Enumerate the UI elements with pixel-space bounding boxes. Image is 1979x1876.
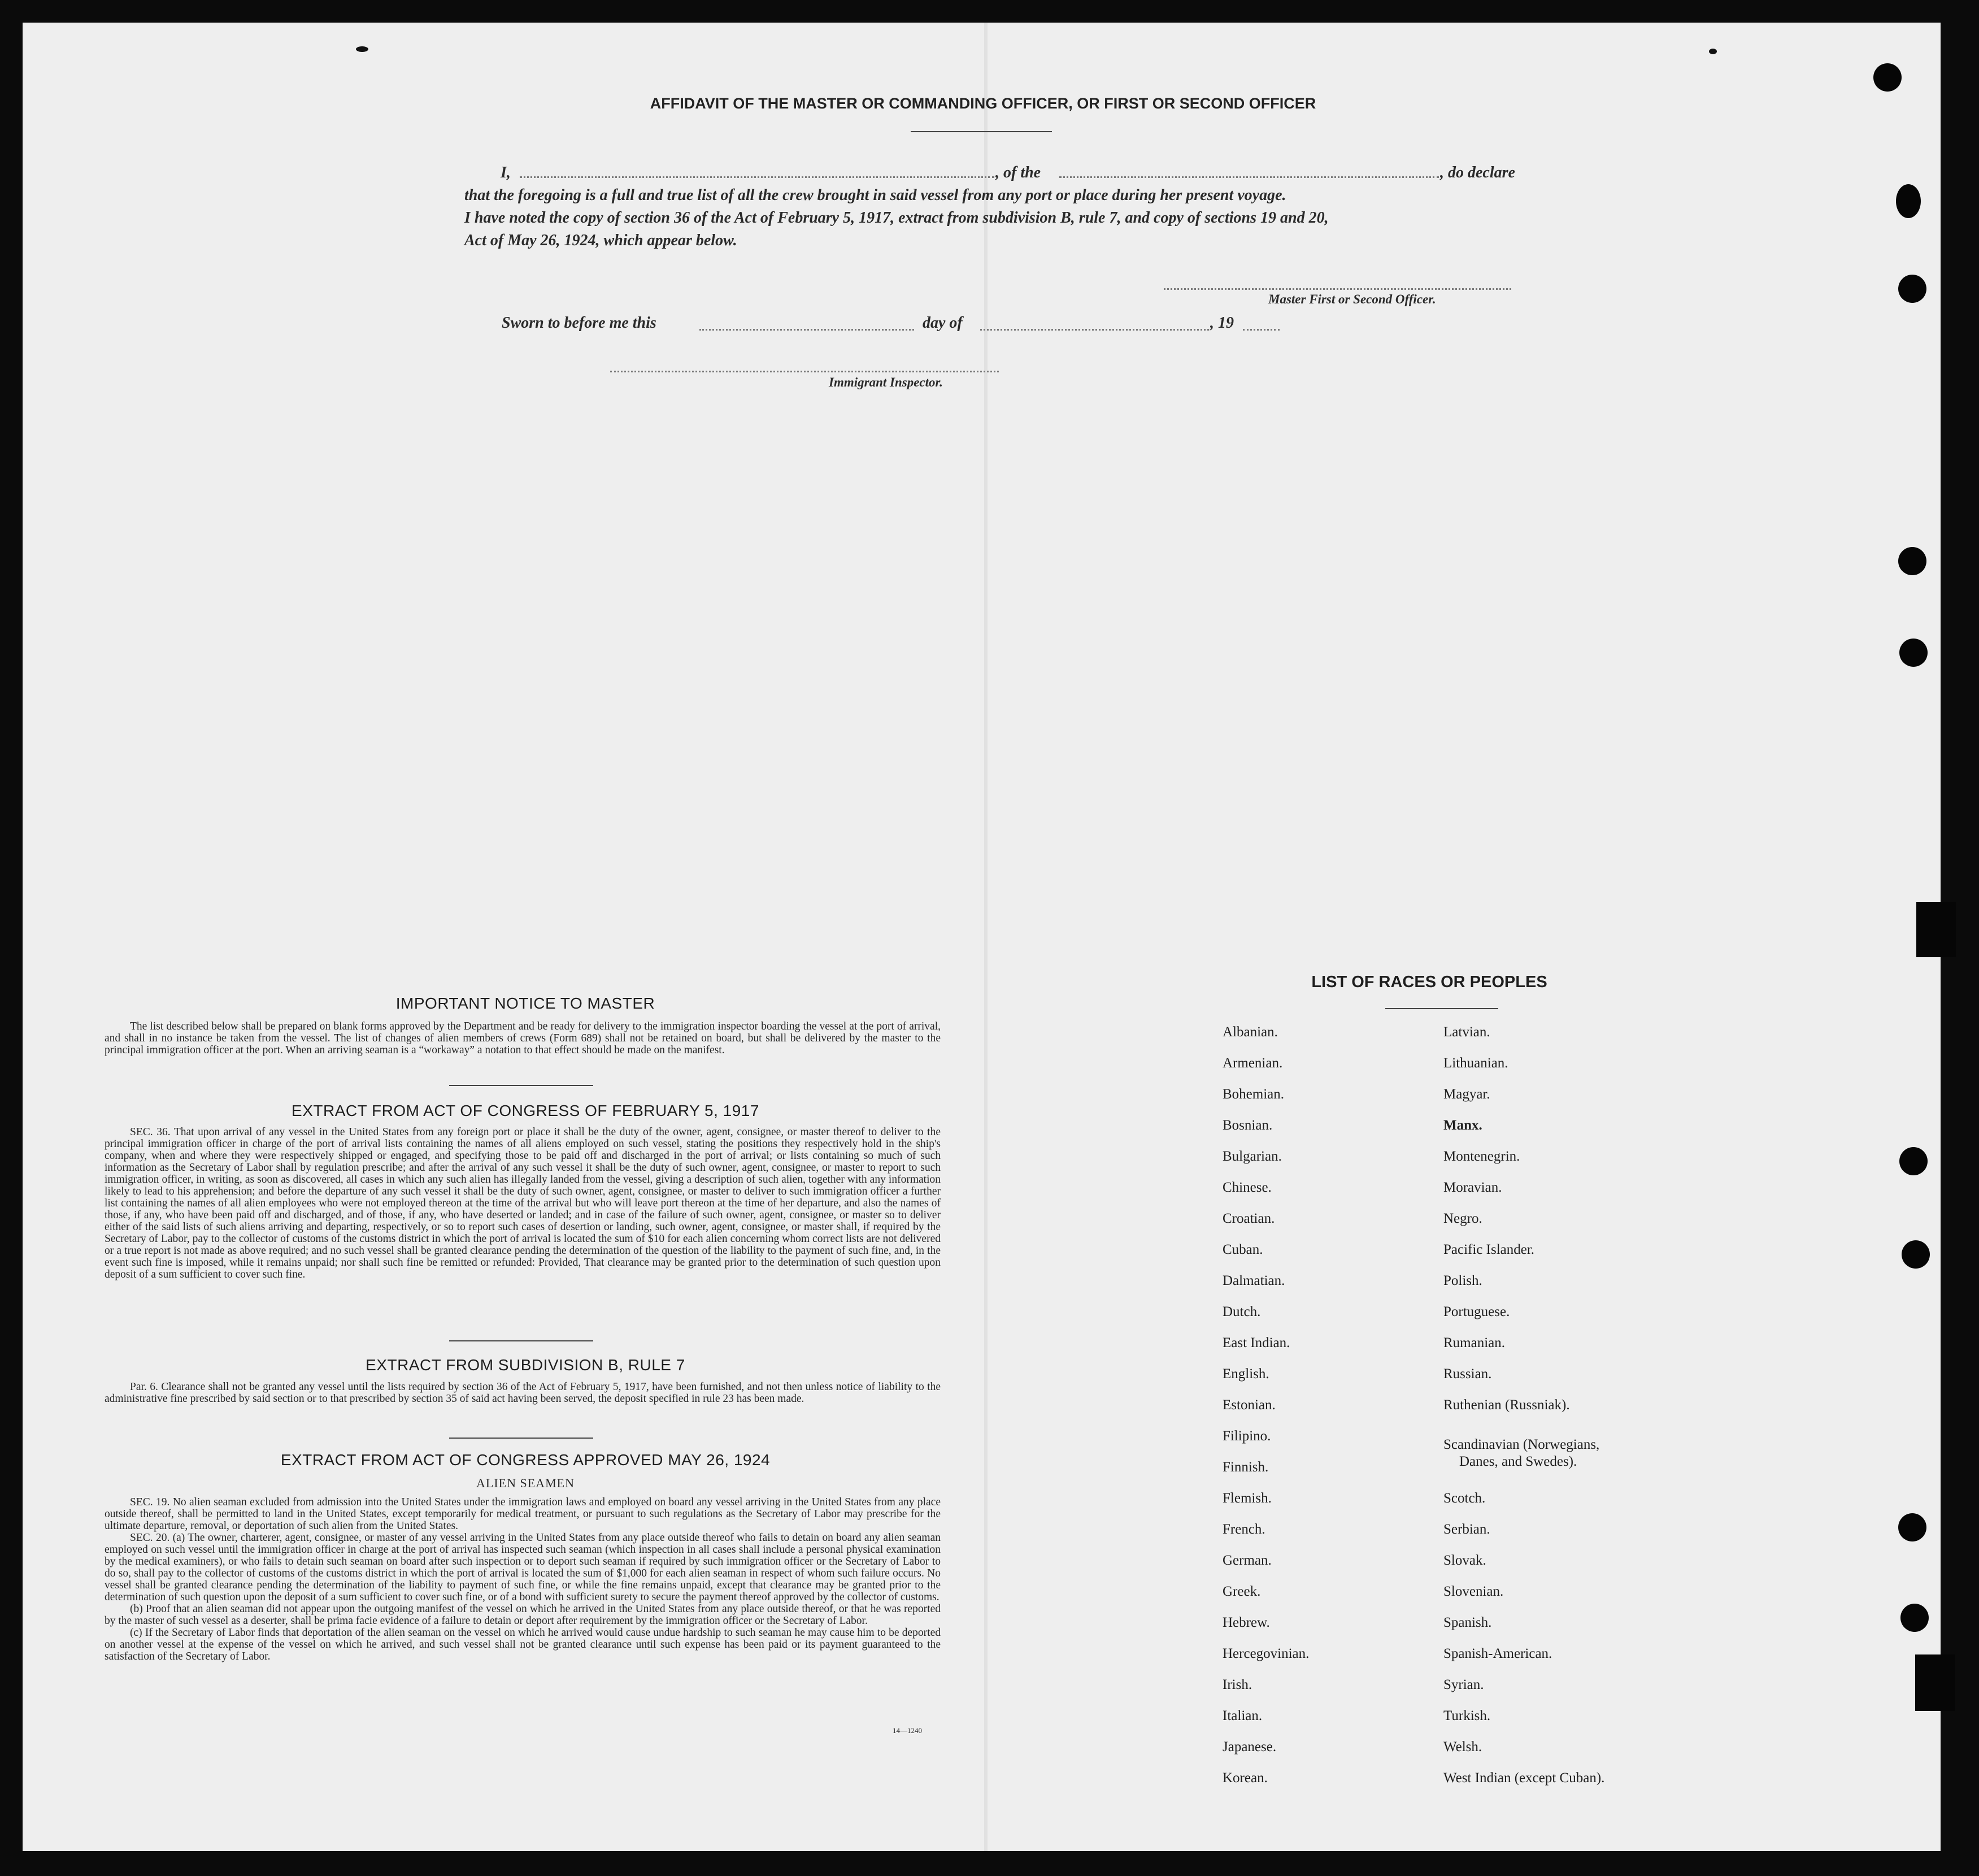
race-item: Serbian. bbox=[1443, 1522, 1490, 1537]
inspector-signature-field[interactable] bbox=[610, 371, 999, 372]
race-item: Hercegovinian. bbox=[1223, 1646, 1310, 1661]
punch-hole bbox=[1898, 547, 1926, 575]
rule7-rule bbox=[449, 1438, 593, 1439]
race-item: German. bbox=[1223, 1553, 1272, 1568]
affidavit-line2: that the foregoing is a full and true list of all the crew brought in said vessel from any port or place during her present voyage. bbox=[464, 186, 1286, 204]
race-item: Bohemian. bbox=[1223, 1087, 1285, 1102]
race-item: Slovenian. bbox=[1443, 1584, 1504, 1599]
officer-signature-label: Master First or Second Officer. bbox=[1268, 292, 1436, 306]
vessel-name-field[interactable] bbox=[1059, 176, 1439, 178]
race-item: Japanese. bbox=[1223, 1739, 1277, 1755]
master-name-field[interactable] bbox=[520, 176, 994, 178]
race-item: Latvian. bbox=[1443, 1024, 1490, 1040]
race-item: Dutch. bbox=[1223, 1304, 1261, 1319]
race-item: Pacific Islander. bbox=[1443, 1242, 1535, 1257]
punch-hole bbox=[1896, 184, 1921, 218]
race-item: Portuguese. bbox=[1443, 1304, 1510, 1319]
inspector-signature-label: Immigrant Inspector. bbox=[829, 375, 943, 389]
extract-1924-sections bbox=[105, 1496, 941, 1662]
races-title: LIST OF RACES OR PEOPLES bbox=[1311, 973, 1547, 991]
race-item: Rumanian. bbox=[1443, 1335, 1506, 1350]
rule7-title: EXTRACT FROM SUBDIVISION B, RULE 7 bbox=[366, 1356, 685, 1374]
sworn-year-field[interactable] bbox=[1243, 329, 1280, 331]
sworn-day-of: day of bbox=[923, 314, 963, 332]
race-item: Ruthenian (Russniak). bbox=[1443, 1397, 1570, 1413]
punch-hole bbox=[1902, 1240, 1930, 1269]
extract-1924-subtitle: ALIEN SEAMEN bbox=[476, 1476, 575, 1490]
race-item: Polish. bbox=[1443, 1273, 1482, 1288]
race-item: Scandinavian (Norwegians, bbox=[1443, 1437, 1600, 1452]
extract-1917-rule bbox=[449, 1340, 593, 1341]
sworn-month-field[interactable] bbox=[980, 329, 1209, 331]
punch-hole bbox=[1899, 1147, 1928, 1175]
affidavit-line4: Act of May 26, 1924, which appear below. bbox=[464, 232, 737, 249]
race-item: Dalmatian. bbox=[1223, 1273, 1285, 1288]
race-item: Hebrew. bbox=[1223, 1615, 1270, 1630]
race-item: Syrian. bbox=[1443, 1677, 1484, 1692]
race-item: Danes, and Swedes). bbox=[1459, 1454, 1577, 1469]
sec20a-text: SEC. 20. (a) The owner, charterer, agent, consignee, or master of any vessel arriving in the United States from any place outside thereof who fails to detain on board any alien seaman employed on such vessel until the immigration officer in charge at the port of arrival has inspected such seaman (which inspection in all cases shall include a personal physical examination by the medical examiners), or who fails to detain such seaman on board after such inspection or to deport such seaman if required by such immigration officer or the Secretary of Labor to do so, shall pay to the collector of customs of the customs district in which the port of arrival is located the sum of $1,000 for each alien seaman in respect of whom such failure occurs. No vessel shall be granted clearance pending the determination of the liability to payment of such fine, or while the fine remains unpaid, except that clearance may be granted prior to the determination of such question upon the deposit of a sum sufficient to cover such fine, or of a bond with sufficient surety to secure the payment thereof approved by the collector of customs. bbox=[105, 1532, 941, 1603]
sworn-year-prefix: , 19 bbox=[1210, 314, 1234, 332]
punch-hole bbox=[1899, 639, 1928, 667]
race-item: English. bbox=[1223, 1366, 1269, 1382]
race-item: Croatian. bbox=[1223, 1211, 1275, 1226]
affidavit-line1-end: , do declare bbox=[1440, 164, 1515, 181]
race-item: Lithuanian. bbox=[1443, 1056, 1508, 1071]
race-item: Montenegrin. bbox=[1443, 1149, 1520, 1164]
officer-signature-field[interactable] bbox=[1164, 288, 1511, 290]
race-item: Welsh. bbox=[1443, 1739, 1482, 1755]
race-item: Russian. bbox=[1443, 1366, 1492, 1382]
sworn-text: Sworn to before me this bbox=[502, 314, 656, 332]
page-fold bbox=[984, 23, 988, 1851]
punch-hole bbox=[1898, 1513, 1926, 1541]
extract-1917-text: SEC. 36. That upon arrival of any vessel in the United States from any foreign port or place it shall be the duty of the owner, agent, consignee, or master thereof to deliver to the principal immigration officer in charge of the port of arrival lists containing the names of all aliens employed on such vessel, stating the positions they respectively hold in the ship's company, when and where they were respectively shipped or engaged, and specifying those to be paid off and discharged in the port of arrival; or lists containing so much of such information as the Secretary of Labor shall by regulation prescribe; and after the arrival of any such vessel it shall be the duty of such owner, agent, consignee, or master to report to such immigration officer, in writing, as soon as discovered, all cases in which any such alien has illegally landed from the vessel, giving a description of such alien, together with any information likely to lead to his apprehension; and before the departure of any such vessel it shall be the duty of such owner, agent, consignee, or master to deliver to such immigration officer a further list containing the names of all alien employees who were not employed thereon at the time of the arrival but who will leave port thereon at the time of her departure, and also the names of those, if any, who have been paid off and discharged, and of those, if any, who have deserted or landed; and in case of the failure of such owner, agent, consignee, or master so to deliver either of the said lists of such aliens arriving and departing, respectively, or so to report such cases of desertion or landing, such owner, agent, consignee, or master shall, if required by the Secretary of Labor, pay to the collector of customs of the customs district in which the port of arrival is located the sum of $10 for each alien concerning whom correct lists are not delivered or a true report is not made as above required; and no such vessel shall be granted clearance pending the determination of the question of the liability to the payment of such fine, and, in the event such fine is imposed, while it remains unpaid; nor shall such fine be remitted or refunded: Provided, That clearance may be granted prior to the determination of such question upon deposit of a sum sufficient to cover such fine. bbox=[105, 1126, 941, 1280]
races-title-rule bbox=[1385, 1008, 1498, 1009]
sworn-day-field[interactable] bbox=[699, 329, 914, 331]
rule7-text: Par. 6. Clearance shall not be granted any vessel until the lists required by section 36 of the Act of February 5, 1917, have been furnished, and not then unless notice of liability to the administrative fine prescribed by said section or to that prescribed by section 35 of said act having been served, the deposit specified in rule 23 has been made. bbox=[105, 1381, 941, 1405]
affidavit-line1-mid: , of the bbox=[995, 164, 1041, 181]
race-item: Negro. bbox=[1443, 1211, 1482, 1226]
race-item: Spanish-American. bbox=[1443, 1646, 1552, 1661]
punch-hole bbox=[1873, 63, 1902, 92]
notice-text: The list described below shall be prepared on blank forms approved by the Department and be ready for delivery to the immigration inspector boarding the vessel at the port of arrival, and shall in no instance be taken from the vessel. The list of changes of alien members of crews (Form 689) shall not be retained on board, but shall be delivered by the master to the principal immigration officer at the port. When an arriving seaman is a “workaway” a notation to that effect should be made on the manifest. bbox=[105, 1020, 941, 1056]
race-item: Estonian. bbox=[1223, 1397, 1276, 1413]
race-item: Armenian. bbox=[1223, 1056, 1283, 1071]
race-item: Bosnian. bbox=[1223, 1118, 1273, 1133]
edge-tab bbox=[1915, 1654, 1955, 1711]
race-item: Slovak. bbox=[1443, 1553, 1486, 1568]
sec19-text: SEC. 19. No alien seaman excluded from admission into the United States under the immigration laws and employed on board any vessel arriving in the United States from any place outside thereof, shall be permitted to land in the United States, except temporarily for medical treatment, or pursuant to such regulations as the Secretary of Labor may prescribe for the ultimate departure, removal, or deportation of such alien from the United States. bbox=[105, 1496, 941, 1532]
race-item: French. bbox=[1223, 1522, 1265, 1537]
speck bbox=[356, 46, 368, 52]
punch-hole bbox=[1898, 275, 1926, 303]
form-number: 14—1240 bbox=[893, 1726, 922, 1735]
speck bbox=[1709, 49, 1717, 54]
race-item: Italian. bbox=[1223, 1708, 1263, 1723]
notice-title: IMPORTANT NOTICE TO MASTER bbox=[395, 995, 655, 1012]
race-item: Flemish. bbox=[1223, 1491, 1272, 1506]
punch-hole bbox=[1900, 1604, 1929, 1632]
affidavit-title-rule bbox=[911, 131, 1052, 132]
race-item: Turkish. bbox=[1443, 1708, 1491, 1723]
race-item: Spanish. bbox=[1443, 1615, 1492, 1630]
affidavit-line1-start: I, bbox=[501, 164, 511, 181]
race-item: Scotch. bbox=[1443, 1491, 1486, 1506]
race-item: Moravian. bbox=[1443, 1180, 1502, 1195]
race-item: West Indian (except Cuban). bbox=[1443, 1770, 1605, 1786]
race-item: Greek. bbox=[1223, 1584, 1261, 1599]
race-item: Cuban. bbox=[1223, 1242, 1263, 1257]
race-item: Irish. bbox=[1223, 1677, 1252, 1692]
race-item: Bulgarian. bbox=[1223, 1149, 1282, 1164]
race-item: East Indian. bbox=[1223, 1335, 1290, 1350]
race-item: Filipino. bbox=[1223, 1428, 1271, 1444]
extract-1917-title: EXTRACT FROM ACT OF CONGRESS OF FEBRUARY 5, 1917 bbox=[292, 1102, 759, 1119]
race-item: Chinese. bbox=[1223, 1180, 1272, 1195]
notice-rule bbox=[449, 1085, 593, 1086]
extract-1924-title: EXTRACT FROM ACT OF CONGRESS APPROVED MAY 26, 1924 bbox=[280, 1451, 771, 1469]
race-item: Albanian. bbox=[1223, 1024, 1278, 1040]
race-item: Manx. bbox=[1443, 1118, 1482, 1133]
sec20c-text: (c) If the Secretary of Labor finds that deportation of the alien seaman on the vessel on which he arrived would cause undue hardship to such seaman he may cause him to be deported on another vessel at the expense of the vessel on which he arrived, and such vessel shall not be granted clearance until such expense has been paid or its payment guaranteed to the satisfaction of the Secretary of Labor. bbox=[105, 1627, 941, 1662]
sec20b-text: (b) Proof that an alien seaman did not appear upon the outgoing manifest of the vessel on which he arrived in the United States from any place outside thereof, or that he was reported by the master of such vessel as a deserter, shall be prima facie evidence of a failure to detain or deport after requirement by the immigration officer or the Secretary of Labor. bbox=[105, 1603, 941, 1627]
race-item: Magyar. bbox=[1443, 1087, 1490, 1102]
affidavit-line3: I have noted the copy of section 36 of the Act of February 5, 1917, extract from subdivision B, rule 7, and copy of sections 19 and 20, bbox=[464, 209, 1329, 227]
race-item: Korean. bbox=[1223, 1770, 1268, 1786]
edge-tab bbox=[1916, 902, 1956, 957]
affidavit-title: AFFIDAVIT OF THE MASTER OR COMMANDING OFFICER, OR FIRST OR SECOND OFFICER bbox=[650, 95, 1316, 112]
race-item: Finnish. bbox=[1223, 1460, 1269, 1475]
